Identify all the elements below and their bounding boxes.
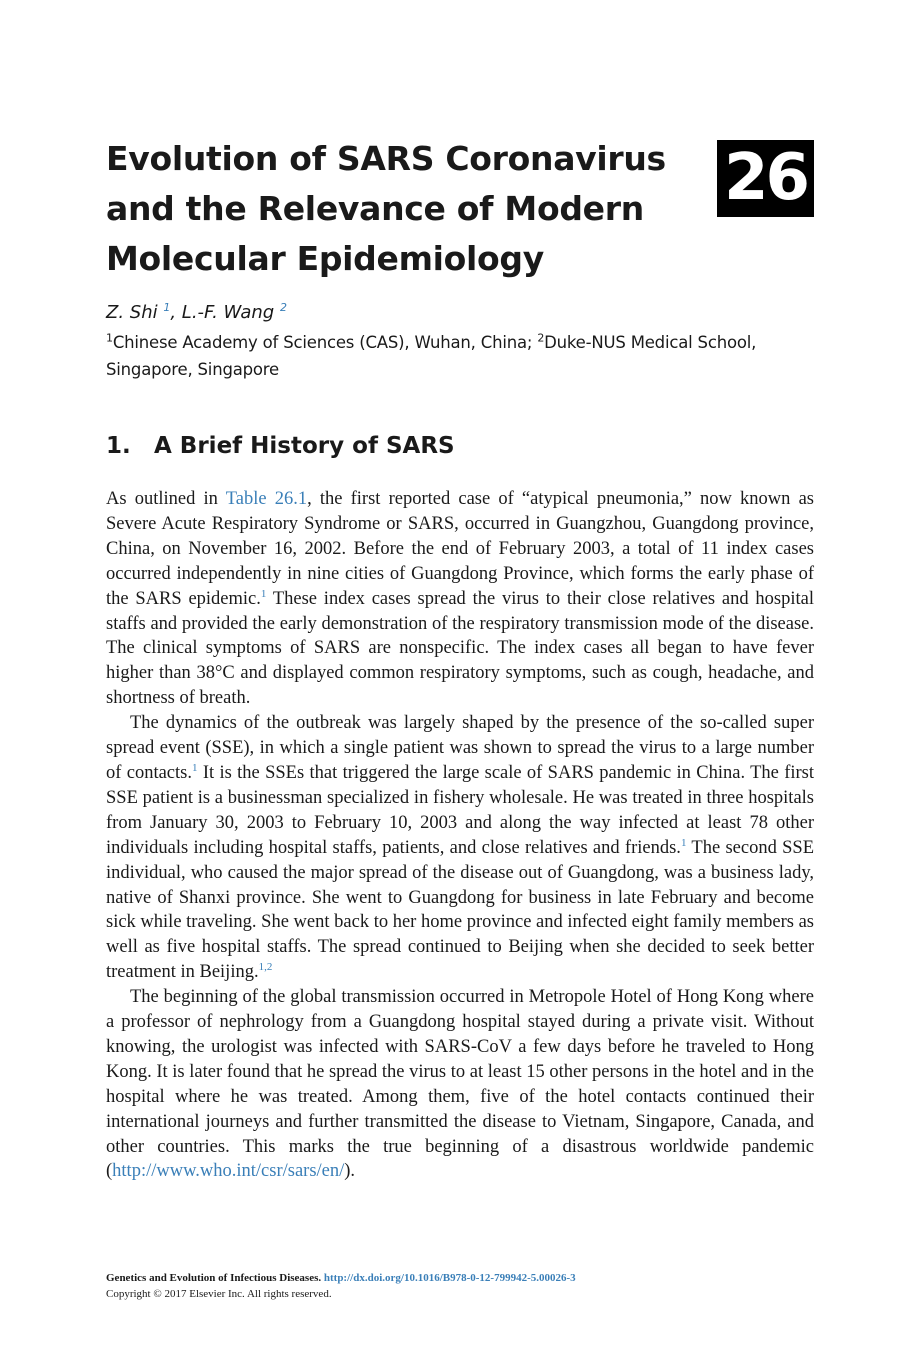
book-title: Genetics and Evolution of Infectious Diseases. [106,1272,322,1284]
copyright-notice: Copyright © 2017 Elsevier Inc. All rights reserved. [106,1288,332,1300]
paragraph-text: , the first reported case of “atypical pneumonia,” now known as Severe Acute Respiratory Syndrome or SARS, occurred in Guangzhou, Guangdong province, China, on November 16, 2002. Before the end of February 2003, a total of 11 index cases occurred independently in nine cities of Guangdong Province, which forms the early phase of the SARS epidemic. [106,489,814,609]
citation-link[interactable]: 1,2 [258,961,273,974]
section-title: A Brief History of SARS [154,433,455,459]
chapter-title [106,134,686,284]
chapter-title-line: Evolution of SARS Coronavirus [106,139,666,178]
author-name: Z. Shi [106,302,158,323]
paragraph [106,487,814,711]
affiliations [106,329,806,383]
author-separator: , [170,302,182,323]
chapter-title-line: and the Relevance of Modern [106,189,644,228]
table-reference-link[interactable]: Table 26.1 [225,489,308,509]
affiliation-text: Duke-NUS Medical School, [544,333,757,352]
section-heading [106,430,455,462]
who-url-link[interactable]: http://www.who.int/csr/sars/en/ [112,1161,345,1182]
author-list [106,301,287,325]
citation-link[interactable]: 1 [192,761,198,774]
affiliation-text: Chinese Academy of Sciences (CAS), Wuhan, China; [112,333,538,352]
affiliation-marker: 2 [537,331,545,345]
chapter-title-line: Molecular Epidemiology [106,239,544,278]
author-affiliation-link[interactable]: 2 [279,301,287,314]
paragraph-text: ). [344,1161,356,1182]
paragraph-text: As outlined in [106,489,226,509]
paragraph-text: The beginning of the global transmission occurred in Metropole Hotel of Hong Kong where a professor of nephrology from a Guangdong hospital stayed during a private visit. Without knowing, the urologist was infected with SARS-CoV a few days before he traveled to Hong Kong. It is later found that he spread the virus to at least 15 other persons in the hotel and in the hospital where he was treated. Among them, five of the hotel contacts continued their international journeys and further transmitted the disease to Vietnam, Singapore, Canada, and other countries. This marks the true beginning of a disastrous worldwide pandemic ( [106,987,814,1182]
paragraph-text: The dynamics of the outbreak was largely shaped by the presence of the so-called super spread event (SSE), in which a single patient was shown to spread the virus to a large number of contacts. [106,713,814,783]
paragraph [106,711,814,985]
paragraph-text: It is the SSEs that triggered the large scale of SARS pandemic in China. The first SSE patient is a businessman specialized in fishery wholesale. He was treated in three hospitals from January 30, 2003 to February 10, 2003 and along the way infected at least 78 other individuals including hospital staffs, patients, and close relatives and friends. [106,762,814,858]
section-number: 1. [106,433,131,459]
paragraph [106,985,814,1184]
footer-citation-line [106,1270,576,1286]
doi-link[interactable]: http://dx.doi.org/10.1016/B978-0-12-799942-5.00026-3 [323,1272,576,1284]
chapter-number-badge: 26 [717,140,814,217]
author-name: L.-F. Wang [181,302,275,323]
body-text [106,487,814,1184]
page-footer [106,1270,576,1302]
citation-link[interactable]: 1 [260,587,267,600]
paragraph-text: The second SSE individual, who caused the major spread of the disease out of Guangdong, was a business lady, native of Shanxi province. She went to Guangdong for business in late February and become sick while traveling. She went back to her home province and infected eight family members as well as five hospital staffs. The spread continued to Beijing when she decided to seek better treatment in Beijing. [106,837,814,983]
author-affiliation-link[interactable]: 1 [163,301,171,314]
paragraph-text: These index cases spread the virus to their close relatives and hospital staffs and provided the early demonstration of the respiratory transmission mode of the disease. The clinical symptoms of SARS are nonspecific. The index cases all began to have fever higher than 38°C and displayed common respiratory symptoms, such as cough, headache, and shortness of breath. [106,588,814,709]
affiliation-line: Singapore, Singapore [106,360,279,379]
affiliation-marker: 1 [106,331,113,345]
citation-link[interactable]: 1 [680,836,687,849]
affiliation-line [106,329,806,356]
